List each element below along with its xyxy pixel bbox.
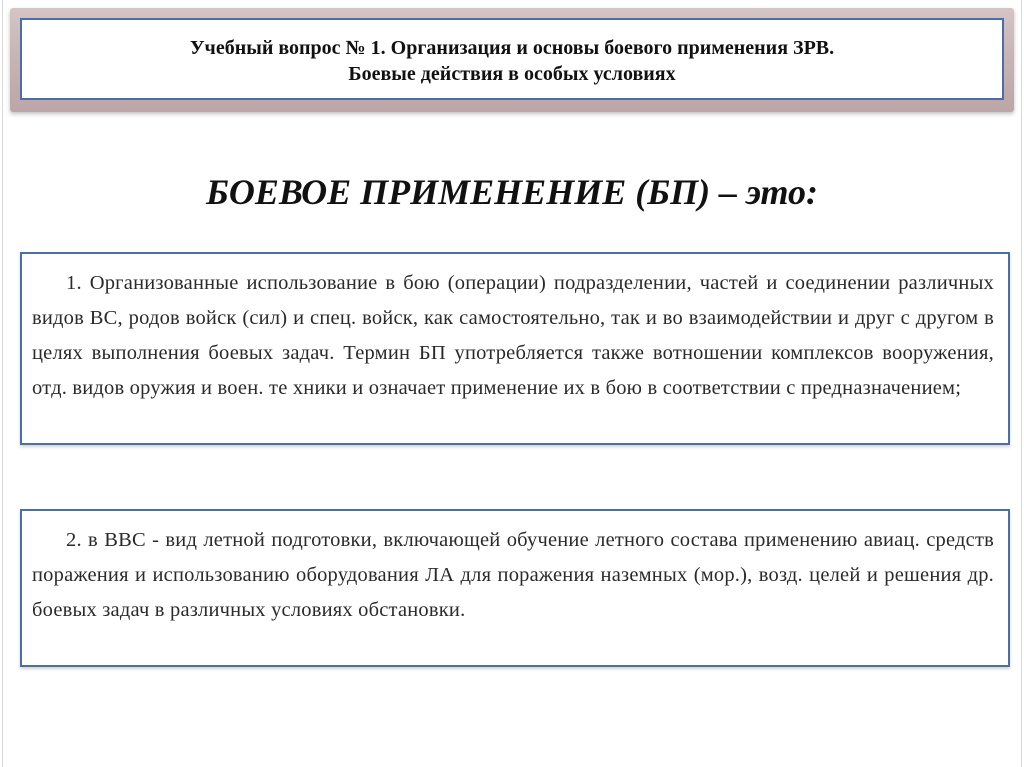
header-box [20,18,1004,100]
page-title: БОЕВОЕ ПРИМЕНЕНИЕ (БП) – это: [205,172,819,212]
slide-edge-right [1021,0,1022,767]
slide-edge-left [2,0,3,767]
definition-box-1 [20,252,1010,445]
definition-text-1: 1. Организованные использование в бою (операции) подразделении, частей и соединении различных видов ВС, родов войск (сил) и спец. войск, как самостоятельно, так и во взаимодействии и друг с другом в целях выполнения боевых задач. Термин БП употребляется также вотношении комплексов вооружения, отд. видов оружия и воен. те хники и означает применение их в бою в соответствии с предназначением; [32,272,994,399]
definition-box-2 [20,509,1010,667]
header-frame [10,8,1014,112]
definition-text-2: 2. в ВВС - вид летной подготовки, включающей обучение летного состава применению авиац. средств поражения и использованию оборудования ЛА для поражения наземных (мор.), возд. целей и решения др. боевых задач в различных условиях обстановки. [32,529,994,621]
header-line-1: Учебный вопрос № 1. Организация и основы боевого применения ЗРВ. [189,37,835,59]
header-line-2: Боевые действия в особых условиях [348,63,676,85]
